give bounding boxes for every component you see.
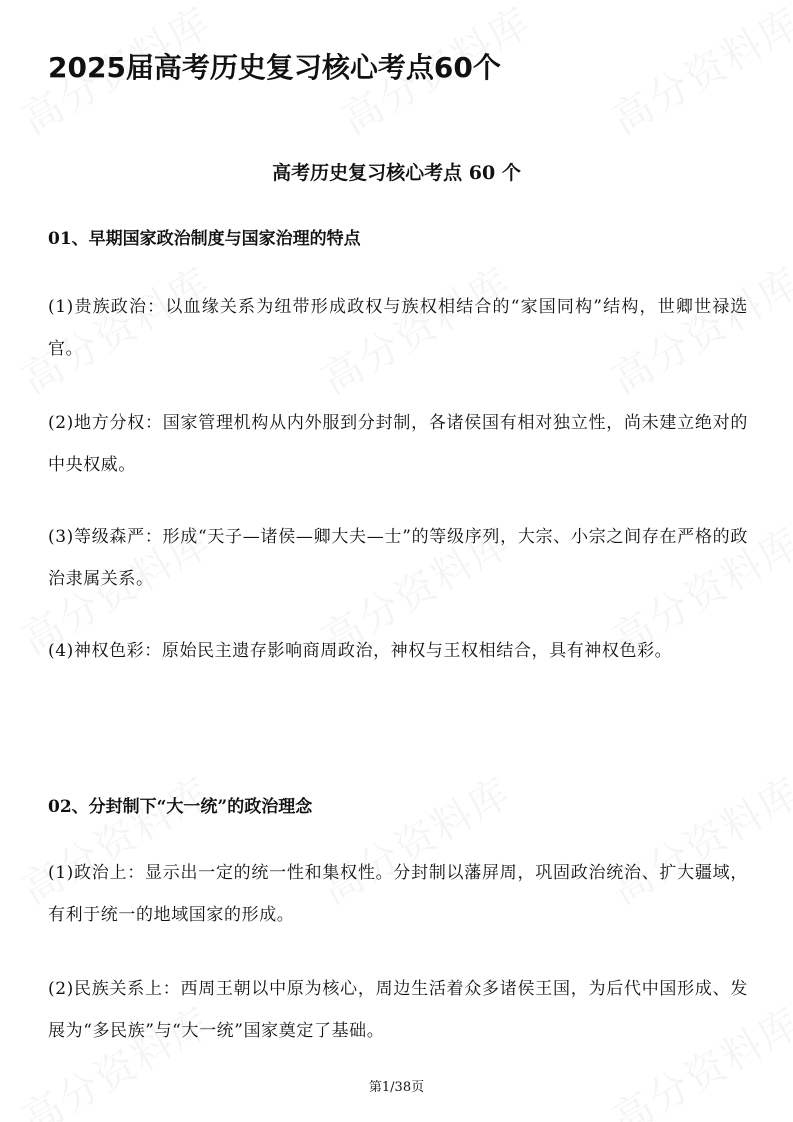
paragraph: (4)神权色彩：原始民主遗存影响商周政治，神权与王权相结合，具有神权色彩。 xyxy=(48,641,673,661)
paragraph: (2)民族关系上：西周王朝以中原为核心，周边生活着众多诸侯王国，为后代中国形成、发展为“多民族”与“大一统”国家奠定了基础。 xyxy=(48,979,748,1041)
section-heading: 01、早期国家政治制度与国家治理的特点 xyxy=(48,229,361,249)
paragraph: (3)等级森严：形成“天子—诸侯—卿大夫—士”的等级序列，大宗、小宗之间存在严格的政治隶属关系。 xyxy=(48,527,748,589)
document-title: 2025届高考历史复习核心考点60个 xyxy=(48,51,501,84)
watermark xyxy=(600,0,793,146)
document-subtitle: 高考历史复习核心考点 60 个 xyxy=(272,162,521,184)
paragraph: (1)政治上：显示出一定的统一性和集权性。分封制以藩屏周，巩固政治统治、扩大疆域，有利于统一的地域国家的形成。 xyxy=(48,863,748,925)
paragraph: (2)地方分权：国家管理机构从内外服到分封制，各诸侯国有相对独立性，尚未建立绝对的中央权威。 xyxy=(48,413,748,475)
section-heading: 02、分封制下“大一统”的政治理念 xyxy=(48,797,313,817)
page-number: 第1/38页 xyxy=(368,1080,425,1095)
paragraph: (1)贵族政治：以血缘关系为纽带形成政权与族权相结合的“家国同构”结构，世卿世禄选官。 xyxy=(48,297,748,359)
